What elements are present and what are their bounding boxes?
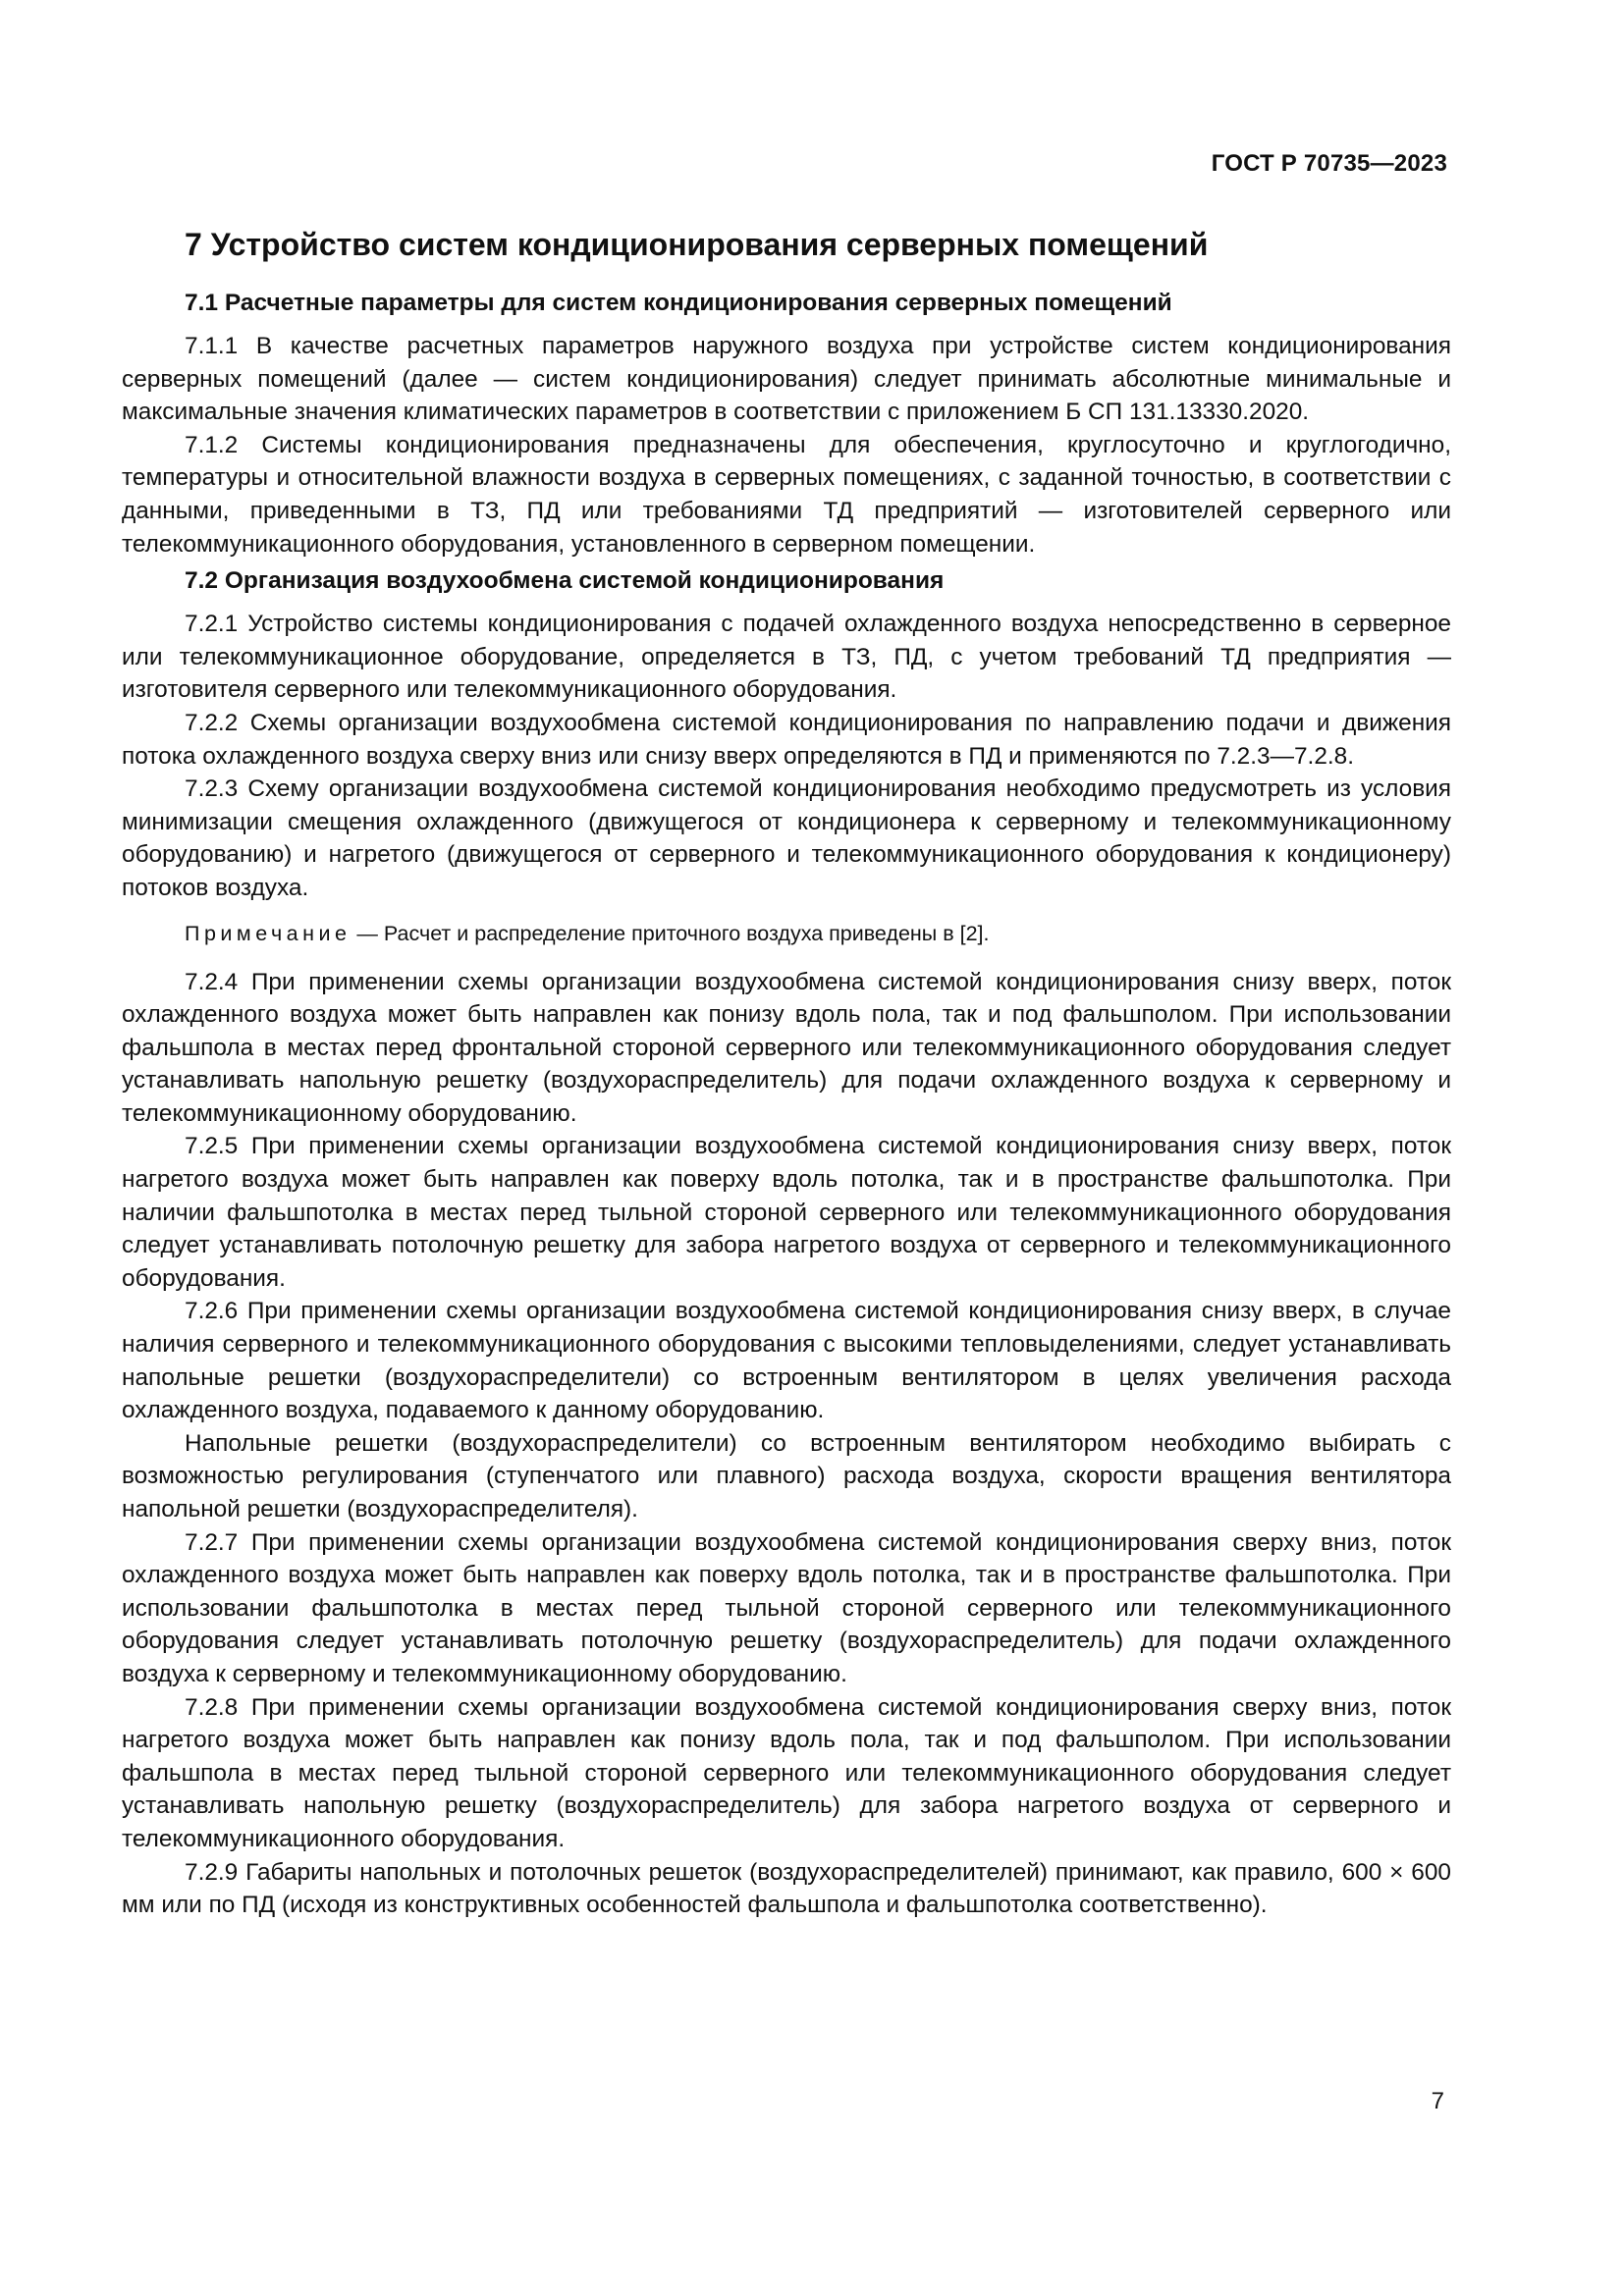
paragraph-7-2-9: 7.2.9 Габариты напольных и потолочных решеток (воздухораспределителей) принимают, как правило, 600 × 600 мм или по ПД (исходя из конструктивных особенностей фальшпола и фальшпотолка соответственно). [122,1858,1451,1919]
paragraph-7-2-7: 7.2.7 При применении схемы организации воздухообмена системой кондиционирования сверху вниз, поток охлажденного воздуха может быть направлен как поверху вдоль потолка, так и в пространстве фальшпотолка. При использовании фальшпотолка в местах перед тыльной стороной серверного или телекоммуникационного оборудования следует устанавливать потолочную решетку (воздухораспределитель) для подачи охлажденного воздуха к серверному и телекоммуникационному оборудованию. [122,1528,1451,1687]
page-number: 7 [1431,2088,1444,2114]
paragraph-7-2-6: 7.2.6 При применении схемы организации воздухообмена системой кондиционирования снизу вверх, в случае наличия серверного и телекоммуникационного оборудования с высокими тепловыделениями, следует устанавливать напольные решетки (воздухораспределители) со встроенным вентилятором в целях увеличения расхода охлажденного воздуха, подаваемого к данному оборудованию. [122,1298,1451,1424]
note [122,919,1451,948]
subsection-title-7-1: 7.1 Расчетные параметры для систем кондиционирования серверных помещений [185,290,1172,316]
paragraph-7-2-6-continued: Напольные решетки (воздухораспределители) со встроенным вентилятором необходимо выбирать с возможностью регулирования (ступенчатого или плавного) расхода воздуха, скорости вращения вентилятора напольной решетки (воздухораспределителя). [122,1429,1451,1522]
paragraph-7-2-2: 7.2.2 Схемы организации воздухообмена системой кондиционирования по направлению подачи и движения потока охлажденного воздуха сверху вниз или снизу вверх определяются в ПД и применяются по 7.2.3—7.2.8. [122,709,1451,770]
paragraph-7-1-2: 7.1.2 Системы кондиционирования предназначены для обеспечения, круглосуточно и круглогодично, температуры и относительной влажности воздуха в серверных помещениях, с заданной точностью, в соответствии с данными, приведенными в ТЗ, ПД или требованиями ТД предприятий — изготовителей серверного или телекоммуникационного оборудования, установленного в серверном помещении. [122,431,1451,558]
document-body [122,224,1451,1922]
paragraph-7-2-1: 7.2.1 Устройство системы кондиционирования с подачей охлажденного воздуха непосредственно в серверное или телекоммуникационное оборудование, определяется в ТЗ, ПД, с учетом требований ТД предприятия — изготовителя серверного или телекоммуникационного оборудования. [122,611,1451,704]
paragraph-7-2-3: 7.2.3 Схему организации воздухообмена системой кондиционирования необходимо предусмотреть из условия минимизации смещения охлажденного (движущегося от кондиционера к серверному и телекоммуникационному оборудованию) и нагретого (движущегося от серверного и телекоммуникационного оборудования к кондиционеру) потоков воздуха. [122,775,1451,901]
section-title: 7 Устройство систем кондиционирования серверных помещений [185,227,1209,262]
paragraph-7-2-4: 7.2.4 При применении схемы организации воздухообмена системой кондиционирования снизу вверх, поток охлажденного воздуха может быть направлен как понизу вдоль пола, так и под фальшполом. При использовании фальшпола в местах перед фронтальной стороной серверного или телекоммуникационного оборудования следует устанавливать напольную решетку (воздухораспределитель) для подачи охлажденного воздуха к серверному и телекоммуникационному оборудованию. [122,968,1451,1127]
document-code: ГОСТ Р 70735—2023 [1211,150,1447,177]
subsection-title-7-2: 7.2 Организация воздухообмена системой кондиционирования [185,567,945,595]
paragraph-7-2-5: 7.2.5 При применении схемы организации воздухообмена системой кондиционирования снизу вверх, поток нагретого воздуха может быть направлен как поверху вдоль потолка, так и в пространстве фальшпотолка. При наличии фальшпотолка в местах перед тыльной стороной серверного или телекоммуникационного оборудования следует устанавливать потолочную решетку для забора нагретого воздуха от серверного и телекоммуникационного оборудования. [122,1133,1451,1292]
note-text: — Расчет и распределение приточного воздуха приведены в [2]. [351,921,990,945]
note-label: Примечание [185,921,352,945]
paragraph-7-1-1: 7.1.1 В качестве расчетных параметров наружного воздуха при устройстве систем кондиционирования серверных помещений (далее — систем кондиционирования) следует принимать абсолютные минимальные и максимальные значения климатических параметров в соответствии с приложением Б СП 131.13330.2020. [122,333,1451,426]
paragraph-7-2-8: 7.2.8 При применении схемы организации воздухообмена системой кондиционирования сверху вниз, поток нагретого воздуха может быть направлен как понизу вдоль пола, так и под фальшполом. При использовании фальшпола в местах перед тыльной стороной серверного или телекоммуникационного оборудования следует устанавливать напольную решетку (воздухораспределитель) для забора нагретого воздуха от серверного и телекоммуникационного оборудования. [122,1693,1451,1852]
